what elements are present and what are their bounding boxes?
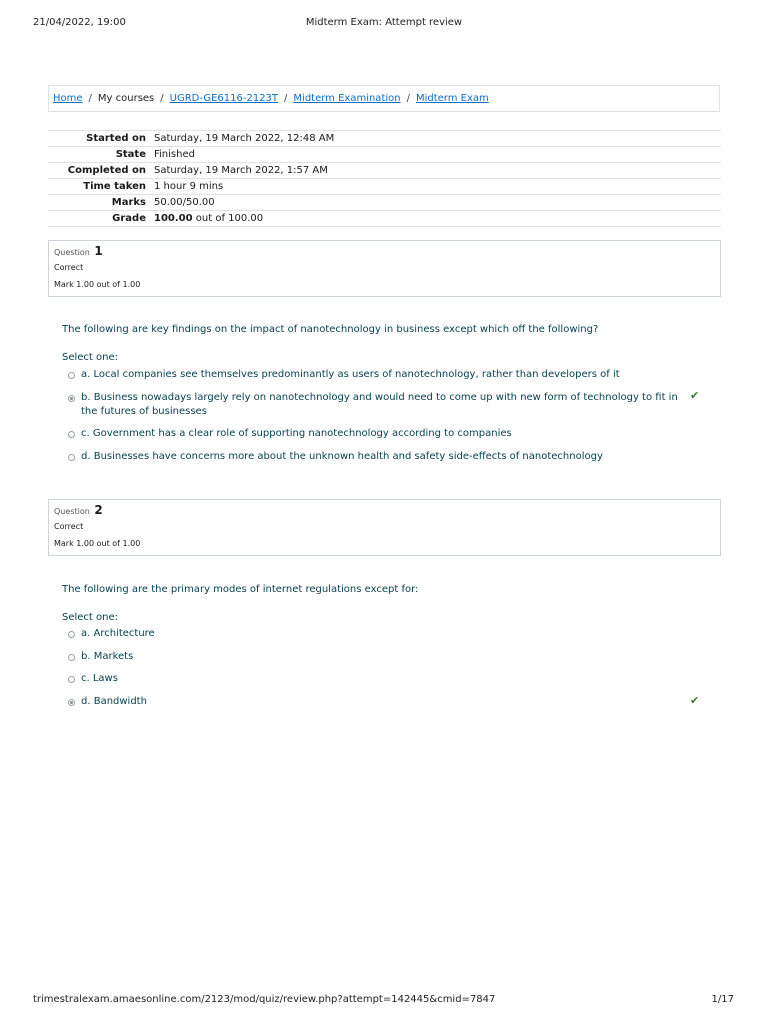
- option-text: c. Government has a clear role of supporting nanotechnology according to companies: [81, 428, 512, 439]
- summary-value: [150, 211, 721, 227]
- breadcrumb-course-link[interactable]: UGRD-GE6116-2123T: [169, 93, 279, 104]
- option-text: b. Markets: [81, 651, 134, 662]
- question-2-info: [48, 499, 721, 556]
- question-1-option-d[interactable]: [68, 453, 683, 464]
- summary-row-grade: [48, 211, 721, 227]
- radio-icon[interactable]: [68, 699, 75, 706]
- option-text: a. Architecture: [81, 628, 155, 639]
- question-1-info: [48, 240, 721, 297]
- breadcrumb-separator: /: [284, 93, 288, 104]
- summary-label: State: [48, 147, 150, 163]
- summary-value: 1 hour 9 mins: [150, 179, 721, 195]
- grade-score: 100.00: [154, 213, 193, 224]
- option-text: d. Bandwidth: [81, 696, 147, 707]
- question-1-text: The following are key findings on the impact of nanotechnology in business except which off the following?: [62, 324, 599, 335]
- summary-row-state: [48, 147, 721, 163]
- question-1-option-c[interactable]: [68, 430, 683, 441]
- summary-row-started: [48, 131, 721, 147]
- summary-value: Saturday, 19 March 2022, 12:48 AM: [150, 131, 721, 147]
- question-number-value: 2: [94, 503, 103, 517]
- summary-row-completed: [48, 163, 721, 179]
- question-mark: Mark 1.00 out of 1.00: [54, 539, 141, 548]
- question-2-option-b[interactable]: [68, 653, 683, 664]
- question-label: Question: [54, 248, 90, 257]
- question-number-value: 1: [94, 244, 103, 258]
- radio-icon[interactable]: [68, 454, 75, 461]
- radio-icon[interactable]: [68, 372, 75, 379]
- question-state: Correct: [54, 263, 84, 272]
- question-2-option-a[interactable]: [68, 630, 683, 641]
- question-2-option-c[interactable]: [68, 675, 683, 686]
- breadcrumb-separator: /: [406, 93, 410, 104]
- question-2-option-d[interactable]: [68, 698, 683, 709]
- summary-value: 50.00/50.00: [150, 195, 721, 211]
- print-page-number: 1/17: [711, 994, 734, 1005]
- question-label: Question: [54, 507, 90, 516]
- summary-row-time-taken: [48, 179, 721, 195]
- radio-icon[interactable]: [68, 431, 75, 438]
- summary-label: Time taken: [48, 179, 150, 195]
- summary-label: Completed on: [48, 163, 150, 179]
- breadcrumb-separator: /: [160, 93, 164, 104]
- question-number: [54, 503, 715, 517]
- print-datetime: 21/04/2022, 19:00: [33, 17, 126, 28]
- question-mark: Mark 1.00 out of 1.00: [54, 280, 141, 289]
- summary-value: Saturday, 19 March 2022, 1:57 AM: [150, 163, 721, 179]
- question-state: Correct: [54, 522, 84, 531]
- breadcrumb-separator: /: [88, 93, 92, 104]
- question-1-prompt: Select one:: [62, 352, 119, 363]
- question-1-option-a[interactable]: [68, 371, 683, 382]
- option-text: b. Business nowadays largely rely on nanotechnology and would need to come up with new form of technology to fit in the futures of businesses: [81, 392, 678, 417]
- breadcrumb-my-courses: My courses: [97, 93, 155, 104]
- radio-icon[interactable]: [68, 395, 75, 402]
- check-icon: ✔: [690, 694, 700, 707]
- question-2-text: The following are the primary modes of internet regulations except for:: [62, 584, 419, 595]
- check-icon: ✔: [690, 389, 700, 402]
- option-text: c. Laws: [81, 673, 118, 684]
- breadcrumb-home-link[interactable]: Home: [53, 93, 83, 104]
- print-url: trimestralexam.amaesonline.com/2123/mod/quiz/review.php?attempt=142445&cmid=7847: [33, 994, 496, 1005]
- question-1-option-b[interactable]: [68, 394, 683, 419]
- grade-out-of: out of 100.00: [192, 213, 264, 224]
- question-2-prompt: Select one:: [62, 612, 119, 623]
- print-title: Midterm Exam: Attempt review: [305, 17, 463, 28]
- summary-row-marks: [48, 195, 721, 211]
- summary-value: Finished: [150, 147, 721, 163]
- summary-label: Started on: [48, 131, 150, 147]
- breadcrumb-quiz-link[interactable]: Midterm Exam: [415, 93, 489, 104]
- question-number: [54, 244, 715, 258]
- radio-icon[interactable]: [68, 654, 75, 661]
- option-text: a. Local companies see themselves predominantly as users of nanotechnology, rather than developers of it: [81, 369, 620, 380]
- breadcrumb-section-link[interactable]: Midterm Examination: [293, 93, 401, 104]
- option-text: d. Businesses have concerns more about the unknown health and safety side-effects of nanotechnology: [81, 451, 603, 462]
- attempt-summary-table: [48, 130, 721, 227]
- radio-icon[interactable]: [68, 676, 75, 683]
- radio-icon[interactable]: [68, 631, 75, 638]
- summary-label: Marks: [48, 195, 150, 211]
- summary-label: Grade: [48, 211, 150, 227]
- breadcrumb: [48, 85, 720, 112]
